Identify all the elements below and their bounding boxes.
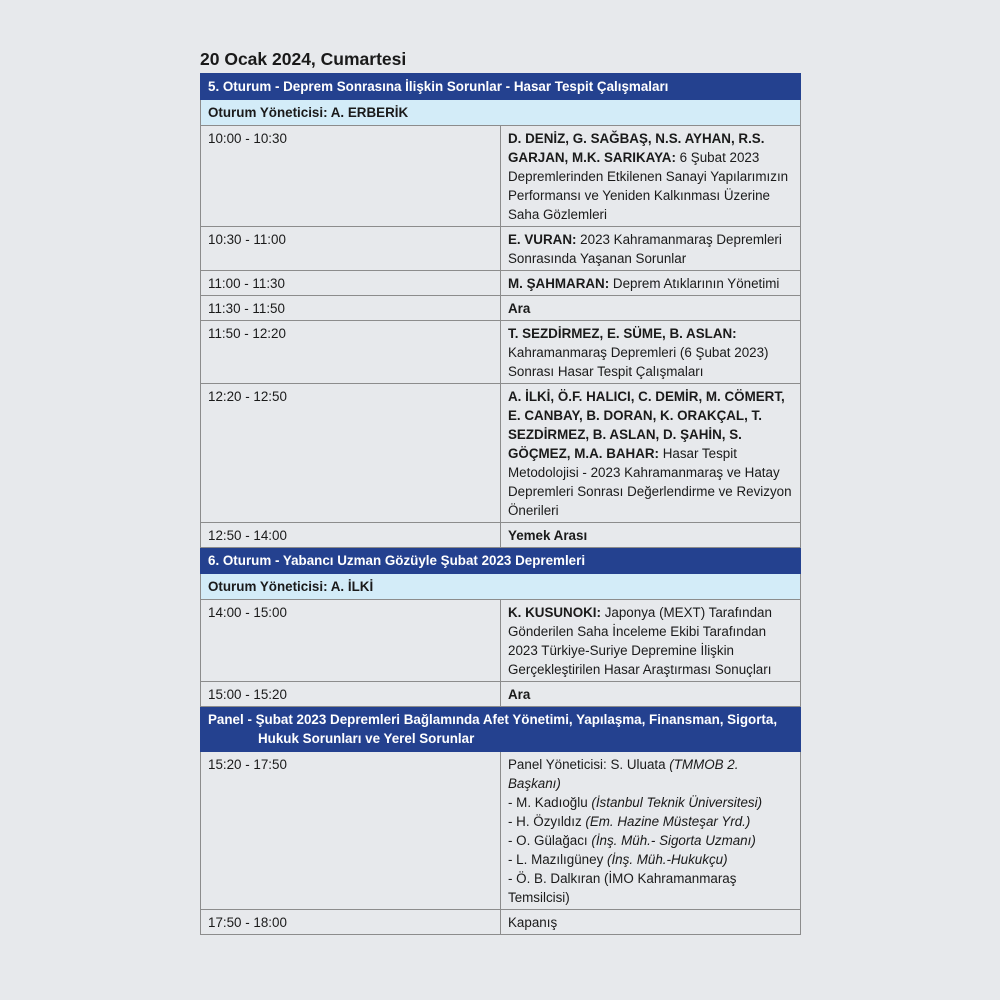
member-name: - Ö. B. Dalkıran (İMO Kahramanmaraş Temsilcisi)	[508, 871, 737, 905]
table-row	[201, 682, 801, 707]
talk-authors: T. SEZDİRMEZ, E. SÜME, B. ASLAN:	[508, 326, 737, 341]
talk-authors: K. KUSUNOKI:	[508, 605, 601, 620]
break-label: Ara	[508, 687, 531, 702]
panel-members	[501, 752, 801, 910]
member-affiliation: (Em. Hazine Müsteşar Yrd.)	[585, 814, 751, 829]
slot-time: 10:30 - 11:00	[201, 227, 501, 271]
talk-authors: A. İLKİ, Ö.F. HALICI, C. DEMİR, M. CÖMERT, E. CANBAY, B. DORAN, K. ORAKÇAL, T. SEZDİRMEZ, B. ASLAN, D. ŞAHİN, S. GÖÇMEZ, M.A. BAHAR:	[508, 389, 785, 461]
slot-time: 12:20 - 12:50	[201, 384, 501, 523]
day-title: 20 Ocak 2024, Cumartesi	[200, 49, 407, 69]
slot-break	[501, 523, 801, 548]
panel-title-line2: Hukuk Sorunları ve Yerel Sorunlar	[258, 731, 475, 746]
talk-title: Kahramanmaraş Depremleri (6 Şubat 2023) Sonrası Hasar Tespit Çalışmaları	[508, 345, 769, 379]
panel-member	[508, 850, 793, 869]
talk-authors: D. DENİZ, G. SAĞBAŞ, N.S. AYHAN, R.S. GARJAN, M.K. SARIKAYA:	[508, 131, 765, 165]
slot-talk	[501, 384, 801, 523]
slot-time: 10:00 - 10:30	[201, 126, 501, 227]
session-header	[201, 548, 801, 574]
talk-authors: M. ŞAHMARAN:	[508, 276, 610, 291]
slot-talk	[501, 321, 801, 384]
closing-label: Kapanış	[501, 910, 801, 935]
table-row	[201, 910, 801, 935]
break-label: Ara	[508, 301, 531, 316]
slot-break	[501, 296, 801, 321]
slot-time: 15:20 - 17:50	[201, 752, 501, 910]
slot-time: 11:30 - 11:50	[201, 296, 501, 321]
session-6-title: 6. Oturum - Yabancı Uzman Gözüyle Şubat 2023 Depremleri	[201, 548, 801, 574]
member-name: Panel Yöneticisi: S. Uluata	[508, 757, 670, 772]
member-affiliation: (İstanbul Teknik Üniversitesi)	[591, 795, 763, 810]
member-name: - O. Gülağacı	[508, 833, 592, 848]
slot-break	[501, 682, 801, 707]
slot-talk	[501, 600, 801, 682]
session-5-title: 5. Oturum - Deprem Sonrasına İlişkin Sorunlar - Hasar Tespit Çalışmaları	[201, 74, 801, 100]
member-name: - M. Kadıoğlu	[508, 795, 592, 810]
slot-time: 11:00 - 11:30	[201, 271, 501, 296]
slot-talk	[501, 271, 801, 296]
member-affiliation: (İnş. Müh.-Hukukçu)	[607, 852, 728, 867]
panel-title	[201, 707, 801, 752]
talk-authors: E. VURAN:	[508, 232, 577, 247]
moderator-row	[201, 100, 801, 126]
slot-time: 11:50 - 12:20	[201, 321, 501, 384]
talk-title: Japonya (MEXT) Tarafından Gönderilen Saha İnceleme Ekibi Tarafından 2023 Türkiye-Suriye Depremine İlişkin Gerçekleştirilen Hasar Araştırması Sonuçları	[508, 605, 772, 677]
member-affiliation: (TMMOB 2. Başkanı)	[508, 757, 739, 791]
slot-time: 17:50 - 18:00	[201, 910, 501, 935]
talk-title: Hasar Tespit Metodolojisi - 2023 Kahramanmaraş ve Hatay Depremleri Sonrası Değerlendirme ve Revizyon Önerileri	[508, 446, 792, 518]
panel-member	[508, 812, 793, 831]
talk-title: Deprem Atıklarının Yönetimi	[609, 276, 780, 291]
panel-member	[508, 869, 793, 907]
table-row	[201, 227, 801, 271]
program-table	[200, 73, 801, 935]
member-affiliation: (İnş. Müh.- Sigorta Uzmanı)	[591, 833, 756, 848]
table-row	[201, 321, 801, 384]
slot-time: 15:00 - 15:20	[201, 682, 501, 707]
talk-title: 6 Şubat 2023 Depremlerinden Etkilenen Sanayi Yapılarımızın Performansı ve Yeniden Kalkınması Üzerine Saha Gözlemleri	[508, 150, 789, 222]
table-row	[201, 126, 801, 227]
moderator-row	[201, 574, 801, 600]
table-row	[201, 600, 801, 682]
program-page	[200, 48, 801, 935]
slot-talk	[501, 126, 801, 227]
table-row	[201, 271, 801, 296]
session-6-moderator: Oturum Yöneticisi: A. İLKİ	[201, 574, 801, 600]
panel-member	[508, 793, 793, 812]
session-header	[201, 74, 801, 100]
member-name: - L. Mazılıgüney	[508, 852, 607, 867]
session-5-moderator: Oturum Yöneticisi: A. ERBERİK	[201, 100, 801, 126]
panel-member	[508, 755, 793, 793]
panel-member	[508, 831, 793, 850]
session-header	[201, 707, 801, 752]
slot-talk	[501, 227, 801, 271]
table-row	[201, 384, 801, 523]
panel-title-line1: Panel - Şubat 2023 Depremleri Bağlamında Afet Yönetimi, Yapılaşma, Finansman, Sigorta,	[208, 712, 778, 727]
break-label: Yemek Arası	[508, 528, 588, 543]
table-row	[201, 752, 801, 910]
table-row	[201, 296, 801, 321]
table-row	[201, 523, 801, 548]
talk-title: 2023 Kahramanmaraş Depremleri Sonrasında Yaşanan Sorunlar	[508, 232, 782, 266]
slot-time: 12:50 - 14:00	[201, 523, 501, 548]
slot-time: 14:00 - 15:00	[201, 600, 501, 682]
member-name: - H. Özyıldız	[508, 814, 586, 829]
